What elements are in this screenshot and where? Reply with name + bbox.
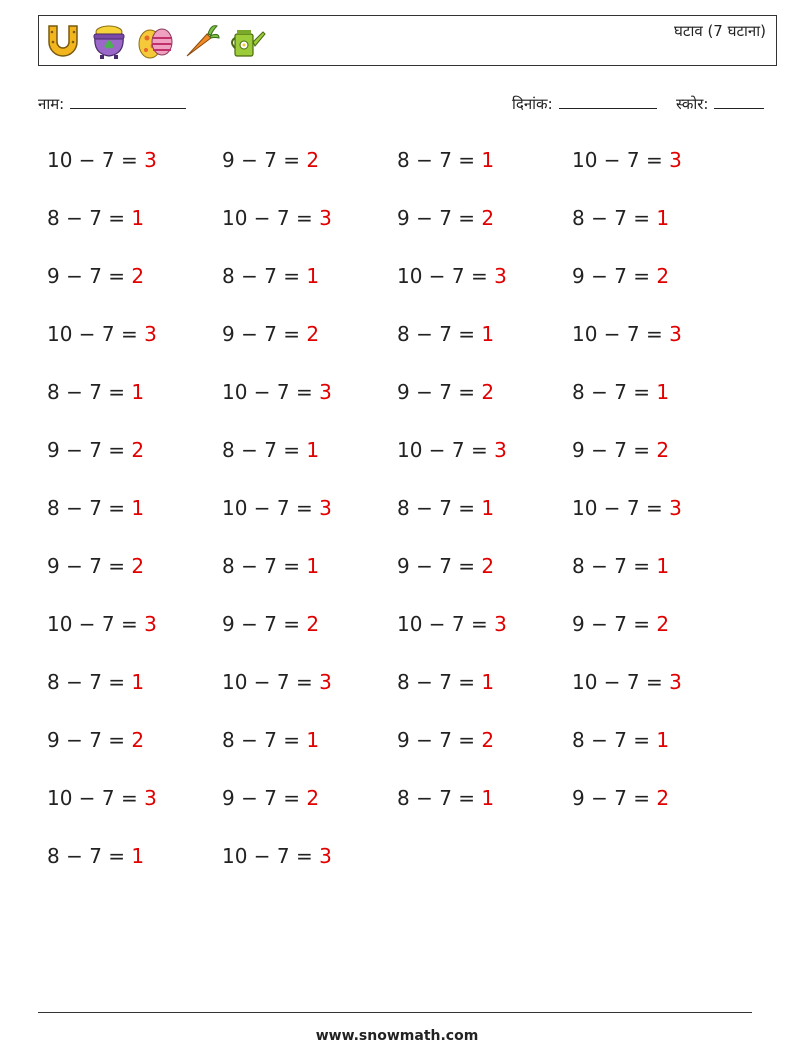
problem-answer: 1	[131, 496, 145, 520]
problem-question: 9 − 7 =	[572, 786, 657, 810]
problem-answer: 3	[494, 612, 507, 636]
problem-question: 8 − 7 =	[222, 438, 307, 462]
problem-answer: 1	[656, 728, 670, 752]
problem-question: 9 − 7 =	[397, 380, 482, 404]
problem-question: 10 − 7 =	[47, 148, 145, 172]
problem-question: 8 − 7 =	[397, 322, 482, 346]
problem-question: 8 − 7 =	[397, 670, 482, 694]
problem-item	[47, 728, 144, 752]
problem-answer: 3	[669, 670, 682, 694]
problem-answer: 2	[481, 554, 495, 578]
problem-question: 9 − 7 =	[47, 728, 132, 752]
problem-question: 9 − 7 =	[222, 612, 307, 636]
problem-question: 8 − 7 =	[47, 670, 132, 694]
problem-question: 9 − 7 =	[47, 554, 132, 578]
problem-answer: 2	[306, 612, 320, 636]
problem-item	[222, 148, 319, 172]
problem-question: 9 − 7 =	[222, 322, 307, 346]
problem-question: 10 − 7 =	[572, 496, 670, 520]
problem-item	[47, 438, 144, 462]
problem-question: 10 − 7 =	[397, 438, 495, 462]
score-blank	[714, 94, 764, 109]
name-field	[38, 94, 186, 114]
problem-question: 9 − 7 =	[222, 786, 307, 810]
problem-answer: 1	[656, 380, 670, 404]
problem-item	[397, 148, 494, 172]
problem-question: 10 − 7 =	[47, 786, 145, 810]
problem-question: 10 − 7 =	[222, 206, 320, 230]
problem-item	[397, 206, 494, 230]
problem-item	[47, 322, 157, 346]
problem-question: 8 − 7 =	[397, 786, 482, 810]
problem-item	[572, 380, 669, 404]
problem-item	[397, 322, 494, 346]
problem-item	[397, 612, 507, 636]
problem-question: 8 − 7 =	[572, 728, 657, 752]
problem-item	[222, 786, 319, 810]
problem-question: 9 − 7 =	[572, 438, 657, 462]
problem-item	[572, 264, 669, 288]
problem-question: 9 − 7 =	[572, 264, 657, 288]
problem-item	[397, 670, 494, 694]
problem-answer: 2	[481, 206, 495, 230]
problem-item	[222, 438, 319, 462]
problem-question: 10 − 7 =	[222, 380, 320, 404]
problem-answer: 2	[131, 438, 145, 462]
problem-answer: 3	[494, 438, 507, 462]
problem-answer: 3	[319, 380, 332, 404]
problem-answer: 1	[481, 786, 495, 810]
problem-answer: 2	[131, 554, 145, 578]
problem-question: 10 − 7 =	[397, 612, 495, 636]
problem-answer: 1	[481, 322, 495, 346]
problem-item	[222, 670, 332, 694]
problem-question: 8 − 7 =	[47, 206, 132, 230]
problem-question: 10 − 7 =	[397, 264, 495, 288]
problem-question: 9 − 7 =	[572, 612, 657, 636]
problem-answer: 1	[306, 728, 320, 752]
problem-item	[47, 844, 144, 868]
problem-answer: 2	[481, 728, 495, 752]
pot-of-gold-icon	[89, 20, 129, 62]
problem-item	[572, 206, 669, 230]
problem-item	[222, 554, 319, 578]
problem-item	[572, 670, 682, 694]
problem-answer: 1	[306, 438, 320, 462]
footer-url: www.snowmath.com	[315, 1028, 479, 1044]
problem-answer: 1	[131, 380, 145, 404]
problem-question: 10 − 7 =	[47, 322, 145, 346]
problem-item	[47, 206, 144, 230]
problem-question: 10 − 7 =	[572, 322, 670, 346]
problem-item	[397, 496, 494, 520]
problem-item	[47, 264, 144, 288]
problem-answer: 2	[481, 380, 495, 404]
problem-answer: 1	[481, 670, 495, 694]
problem-answer: 2	[656, 264, 670, 288]
problem-answer: 1	[131, 844, 145, 868]
date-field	[512, 94, 657, 114]
easter-egg-icon	[135, 20, 175, 62]
problem-question: 9 − 7 =	[222, 148, 307, 172]
problem-question: 8 − 7 =	[222, 264, 307, 288]
problem-item	[572, 322, 682, 346]
problem-question: 8 − 7 =	[47, 844, 132, 868]
date-blank	[559, 94, 657, 109]
problem-question: 8 − 7 =	[47, 380, 132, 404]
problem-item	[47, 380, 144, 404]
problem-question: 8 − 7 =	[572, 380, 657, 404]
problem-item	[222, 264, 319, 288]
problem-answer: 3	[669, 322, 682, 346]
problem-answer: 2	[131, 728, 145, 752]
problem-item	[397, 554, 494, 578]
problem-question: 8 − 7 =	[397, 148, 482, 172]
problem-item	[222, 496, 332, 520]
footer-divider	[38, 1012, 752, 1013]
problem-item	[47, 496, 144, 520]
problem-item	[222, 612, 319, 636]
problem-answer: 1	[131, 206, 145, 230]
header-icons	[43, 20, 267, 62]
problem-answer: 3	[144, 612, 157, 636]
problem-item	[572, 786, 669, 810]
problem-item	[572, 554, 669, 578]
problem-answer: 3	[144, 148, 157, 172]
problem-item	[222, 844, 332, 868]
problem-answer: 3	[319, 844, 332, 868]
problem-answer: 1	[131, 670, 145, 694]
problem-item	[222, 206, 332, 230]
horseshoe-icon	[43, 20, 83, 62]
problem-item	[222, 380, 332, 404]
problem-item	[572, 438, 669, 462]
problem-question: 10 − 7 =	[222, 670, 320, 694]
problem-item	[47, 554, 144, 578]
problem-answer: 2	[656, 786, 670, 810]
problem-question: 9 − 7 =	[397, 206, 482, 230]
problem-question: 8 − 7 =	[572, 554, 657, 578]
problem-item	[397, 264, 507, 288]
problem-answer: 3	[144, 322, 157, 346]
name-label: नाम:	[38, 95, 65, 113]
name-blank	[70, 94, 186, 109]
problem-item	[47, 612, 157, 636]
problem-answer: 2	[656, 612, 670, 636]
problem-answer: 3	[669, 496, 682, 520]
problem-answer: 1	[306, 554, 320, 578]
problem-question: 10 − 7 =	[47, 612, 145, 636]
watering-can-icon	[227, 20, 267, 62]
worksheet-title: घटाव (7 घटाना)	[674, 22, 766, 40]
score-field	[676, 94, 764, 114]
problem-answer: 2	[131, 264, 145, 288]
problem-answer: 2	[306, 148, 320, 172]
problem-question: 10 − 7 =	[222, 496, 320, 520]
problem-answer: 3	[144, 786, 157, 810]
problem-answer: 2	[306, 322, 320, 346]
problem-item	[397, 728, 494, 752]
problem-item	[572, 496, 682, 520]
problem-answer: 3	[494, 264, 507, 288]
problem-question: 8 − 7 =	[47, 496, 132, 520]
problem-item	[47, 786, 157, 810]
problem-answer: 3	[319, 206, 332, 230]
problem-question: 8 − 7 =	[572, 206, 657, 230]
problem-answer: 2	[656, 438, 670, 462]
problem-answer: 3	[669, 148, 682, 172]
problem-item	[397, 786, 494, 810]
problem-question: 10 − 7 =	[222, 844, 320, 868]
problem-question: 8 − 7 =	[222, 554, 307, 578]
problem-item	[572, 612, 669, 636]
problem-item	[47, 148, 157, 172]
problem-item	[397, 438, 507, 462]
date-label: दिनांक:	[512, 95, 553, 113]
problem-question: 8 − 7 =	[397, 496, 482, 520]
score-label: स्कोर:	[676, 95, 709, 113]
carrot-icon	[181, 20, 221, 62]
problem-answer: 3	[319, 496, 332, 520]
problem-answer: 1	[656, 554, 670, 578]
problem-question: 10 − 7 =	[572, 670, 670, 694]
problem-question: 9 − 7 =	[47, 264, 132, 288]
worksheet-header	[38, 15, 777, 66]
problem-answer: 2	[306, 786, 320, 810]
problem-item	[222, 322, 319, 346]
problem-question: 9 − 7 =	[47, 438, 132, 462]
problem-answer: 1	[481, 496, 495, 520]
problem-answer: 3	[319, 670, 332, 694]
problem-question: 9 − 7 =	[397, 554, 482, 578]
problem-answer: 1	[306, 264, 320, 288]
problem-question: 9 − 7 =	[397, 728, 482, 752]
problem-item	[47, 670, 144, 694]
problem-item	[572, 728, 669, 752]
problem-question: 10 − 7 =	[572, 148, 670, 172]
problem-item	[572, 148, 682, 172]
problem-answer: 1	[656, 206, 670, 230]
problem-answer: 1	[481, 148, 495, 172]
problem-item	[397, 380, 494, 404]
problem-question: 8 − 7 =	[222, 728, 307, 752]
problem-item	[222, 728, 319, 752]
